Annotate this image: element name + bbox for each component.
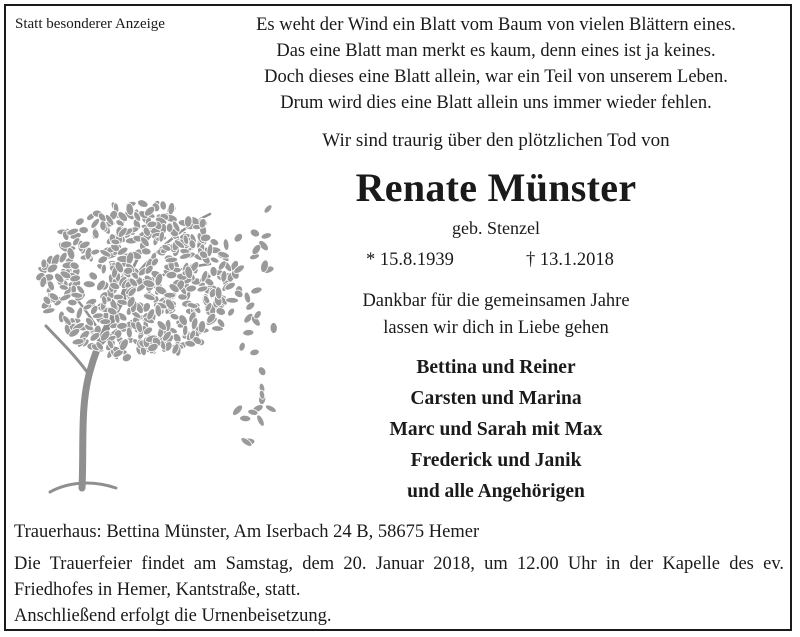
poem-line: Drum wird dies eine Blatt allein uns immer wieder fehlen. (280, 93, 712, 113)
poem-line: Doch dieses eine Blatt allein, war ein Teil von unserem Leben. (264, 67, 728, 87)
thanks-line: lassen wir dich in Liebe gehen (383, 318, 609, 338)
mourning-house: Trauerhaus: Bettina Münster, Am Iserbach 24 B, 58675 Hemer (14, 522, 480, 542)
deceased-name: Renate Münster (355, 165, 637, 210)
ceremony-info (14, 551, 784, 629)
maiden-name: geb. Stenzel (452, 218, 540, 238)
family-list (236, 352, 756, 507)
family-member: Bettina und Reiner (416, 357, 576, 378)
family-member: und alle Angehörigen (407, 481, 585, 502)
ceremony-text: Die Trauerfeier findet am Samstag, dem 20. Januar 2018, um 12.00 Uhr in der Kapelle des ev. Friedhofes in Hemer, Kantstraße, statt. (14, 554, 784, 600)
death-date: † 13.1.2018 (526, 250, 614, 270)
poem-line: Das eine Blatt man merkt es kaum, denn eines ist ja keines. (276, 41, 716, 61)
thanks-line: Dankbar für die gemeinsamen Jahre (362, 291, 630, 311)
family-member: Frederick und Janik (410, 450, 582, 471)
family-member: Marc und Sarah mit Max (389, 419, 603, 440)
notice-label: Statt besonderer Anzeige (15, 16, 165, 32)
thanks-text (236, 288, 756, 342)
intro-text: Wir sind traurig über den plötzlichen Tod von (322, 130, 670, 151)
obituary-notice (4, 4, 792, 631)
poem-line: Es weht der Wind ein Blatt vom Baum von vielen Blättern eines. (256, 15, 736, 35)
family-member: Carsten und Marina (410, 388, 582, 409)
birth-date: * 15.8.1939 (366, 250, 454, 270)
poem (206, 12, 786, 116)
burial-text: Anschließend erfolgt die Urnenbeisetzung. (14, 606, 332, 626)
